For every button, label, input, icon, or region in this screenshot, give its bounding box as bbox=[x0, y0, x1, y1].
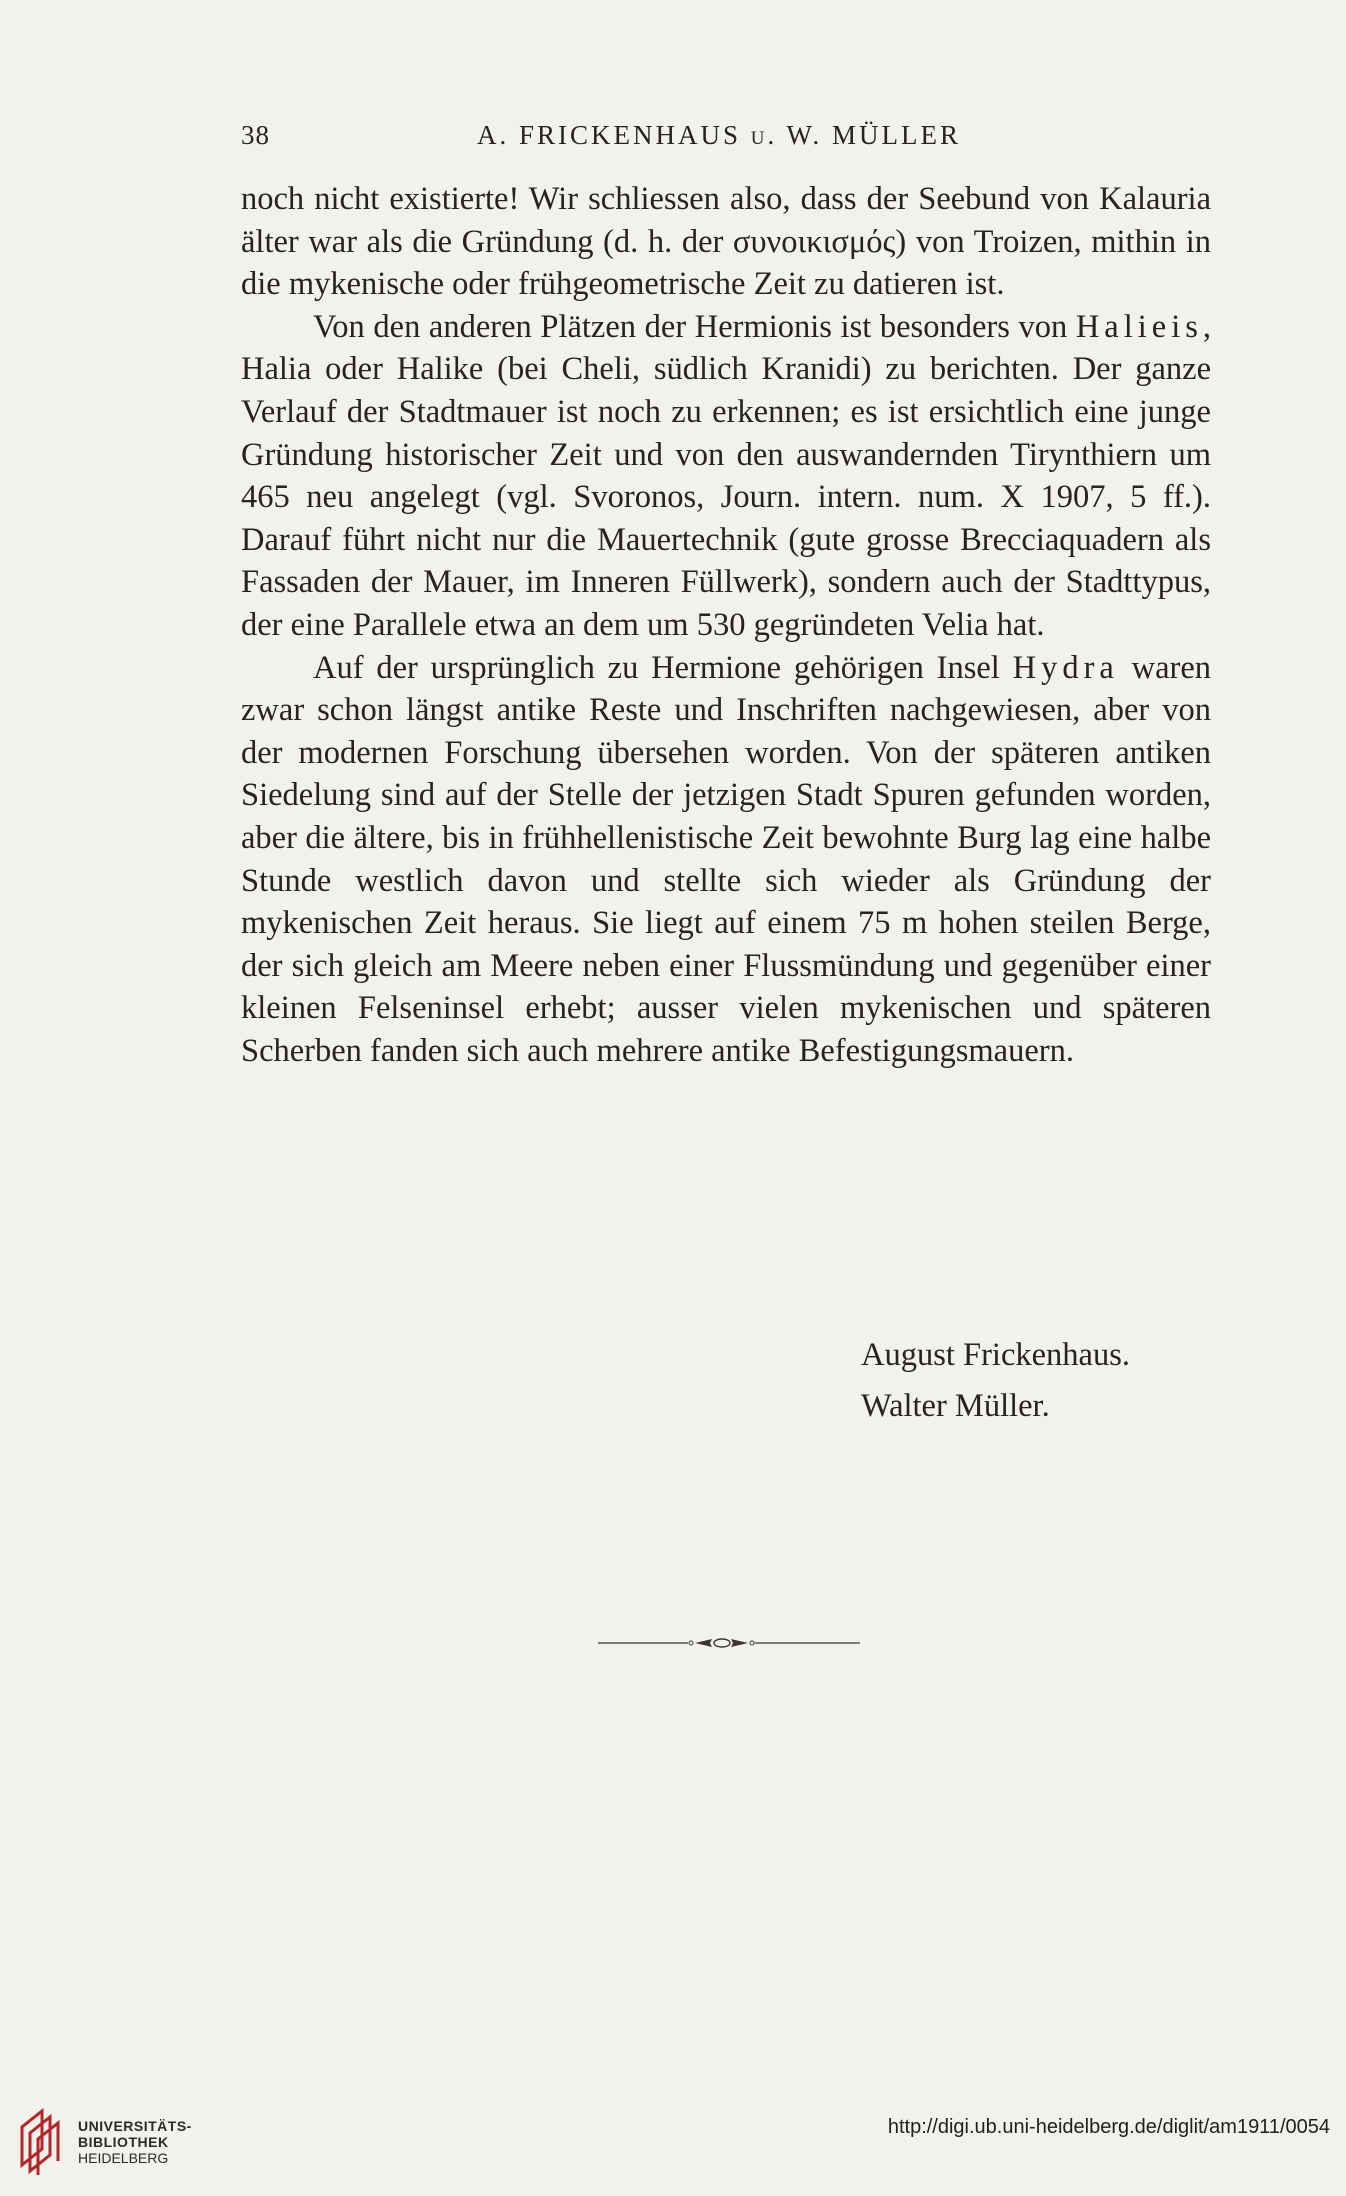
spaced-place-name: Hydra bbox=[1012, 649, 1119, 686]
paragraph bbox=[241, 647, 1211, 1073]
page-number: 38 bbox=[241, 120, 270, 150]
paragraph bbox=[241, 178, 1211, 306]
paragraph bbox=[241, 306, 1211, 647]
signature-author-2: Walter Müller. bbox=[861, 1388, 1050, 1424]
library-name-line-2: BIBLIOTHEK bbox=[78, 2134, 169, 2150]
paragraph-text: waren zwar schon längst antike Reste und Inschriften nachgewiesen, aber von der modernen Forschung übersehen worden. Von der späteren antiken Siedelung sind auf der Stelle der jetzigen Stadt Spuren gefunden worden, aber die ältere, bis in frühhellenistische Zeit bewohnte Burg lag eine halbe Stunde westlich davon und stellte sich wieder als Gründung der mykenischen Zeit heraus. Sie liegt auf einem 75 m hohen steilen Berge, der sich gleich am Meere neben einer Flussmündung und gegenüber einer kleinen Felseninsel erhebt; ausser vielen mykenischen und späteren Scherben fanden sich auch mehrere antike Befestigungsmauern. bbox=[241, 649, 1211, 1069]
paragraph-text: Auf der ursprünglich zu Hermione gehörigen Insel bbox=[313, 649, 1013, 686]
source-url-link[interactable]: http://digi.ub.uni-heidelberg.de/diglit/am1911/0054 bbox=[887, 2116, 1330, 2138]
library-name bbox=[78, 2118, 192, 2166]
library-name-line-3: HEIDELBERG bbox=[78, 2150, 169, 2166]
library-name-line-1: UNIVERSITÄTS- bbox=[78, 2118, 192, 2134]
body-text bbox=[241, 178, 1211, 1072]
library-logo-icon bbox=[16, 2105, 66, 2175]
signature-block bbox=[861, 1330, 1130, 1432]
running-head bbox=[241, 120, 1211, 160]
paragraph-text: , Halia oder Halike (bei Cheli, südlich Kranidi) zu berichten. Der ganze Verlauf der Stadtmauer ist noch zu erkennen; es ist ersichtlich eine junge Gründung historischer Zeit und von den auswandernden Tirynthiern um 465 neu angelegt (vgl. Svoronos, Journ. intern. num. X 1907, 5 ff.). Darauf führt nicht nur die Mauertechnik (gute grosse Brecciaquadern als Fassaden der Mauer, im Inneren Füllwerk), sondern auch der Stadttypus, der eine Parallele etwa an dem um 530 gegründeten Velia hat. bbox=[241, 308, 1211, 643]
paragraph-text: noch nicht existierte! Wir schliessen also, dass der Seebund von Kalauria älter war als die Gründung (d. h. der συνοικισμός) von Troizen, mithin in die mykenische oder frühgeometrische Zeit zu datieren ist. bbox=[241, 181, 1211, 303]
paragraph-text: Von den anderen Plätzen der Hermionis ist besonders von bbox=[313, 308, 1076, 345]
printers-ornament-icon bbox=[598, 1636, 860, 1650]
running-title: A. FRICKENHAUS u. W. MÜLLER bbox=[477, 120, 962, 150]
spaced-place-name: Halieis bbox=[1075, 308, 1203, 345]
signature-author-1: August Frickenhaus. bbox=[861, 1337, 1130, 1373]
